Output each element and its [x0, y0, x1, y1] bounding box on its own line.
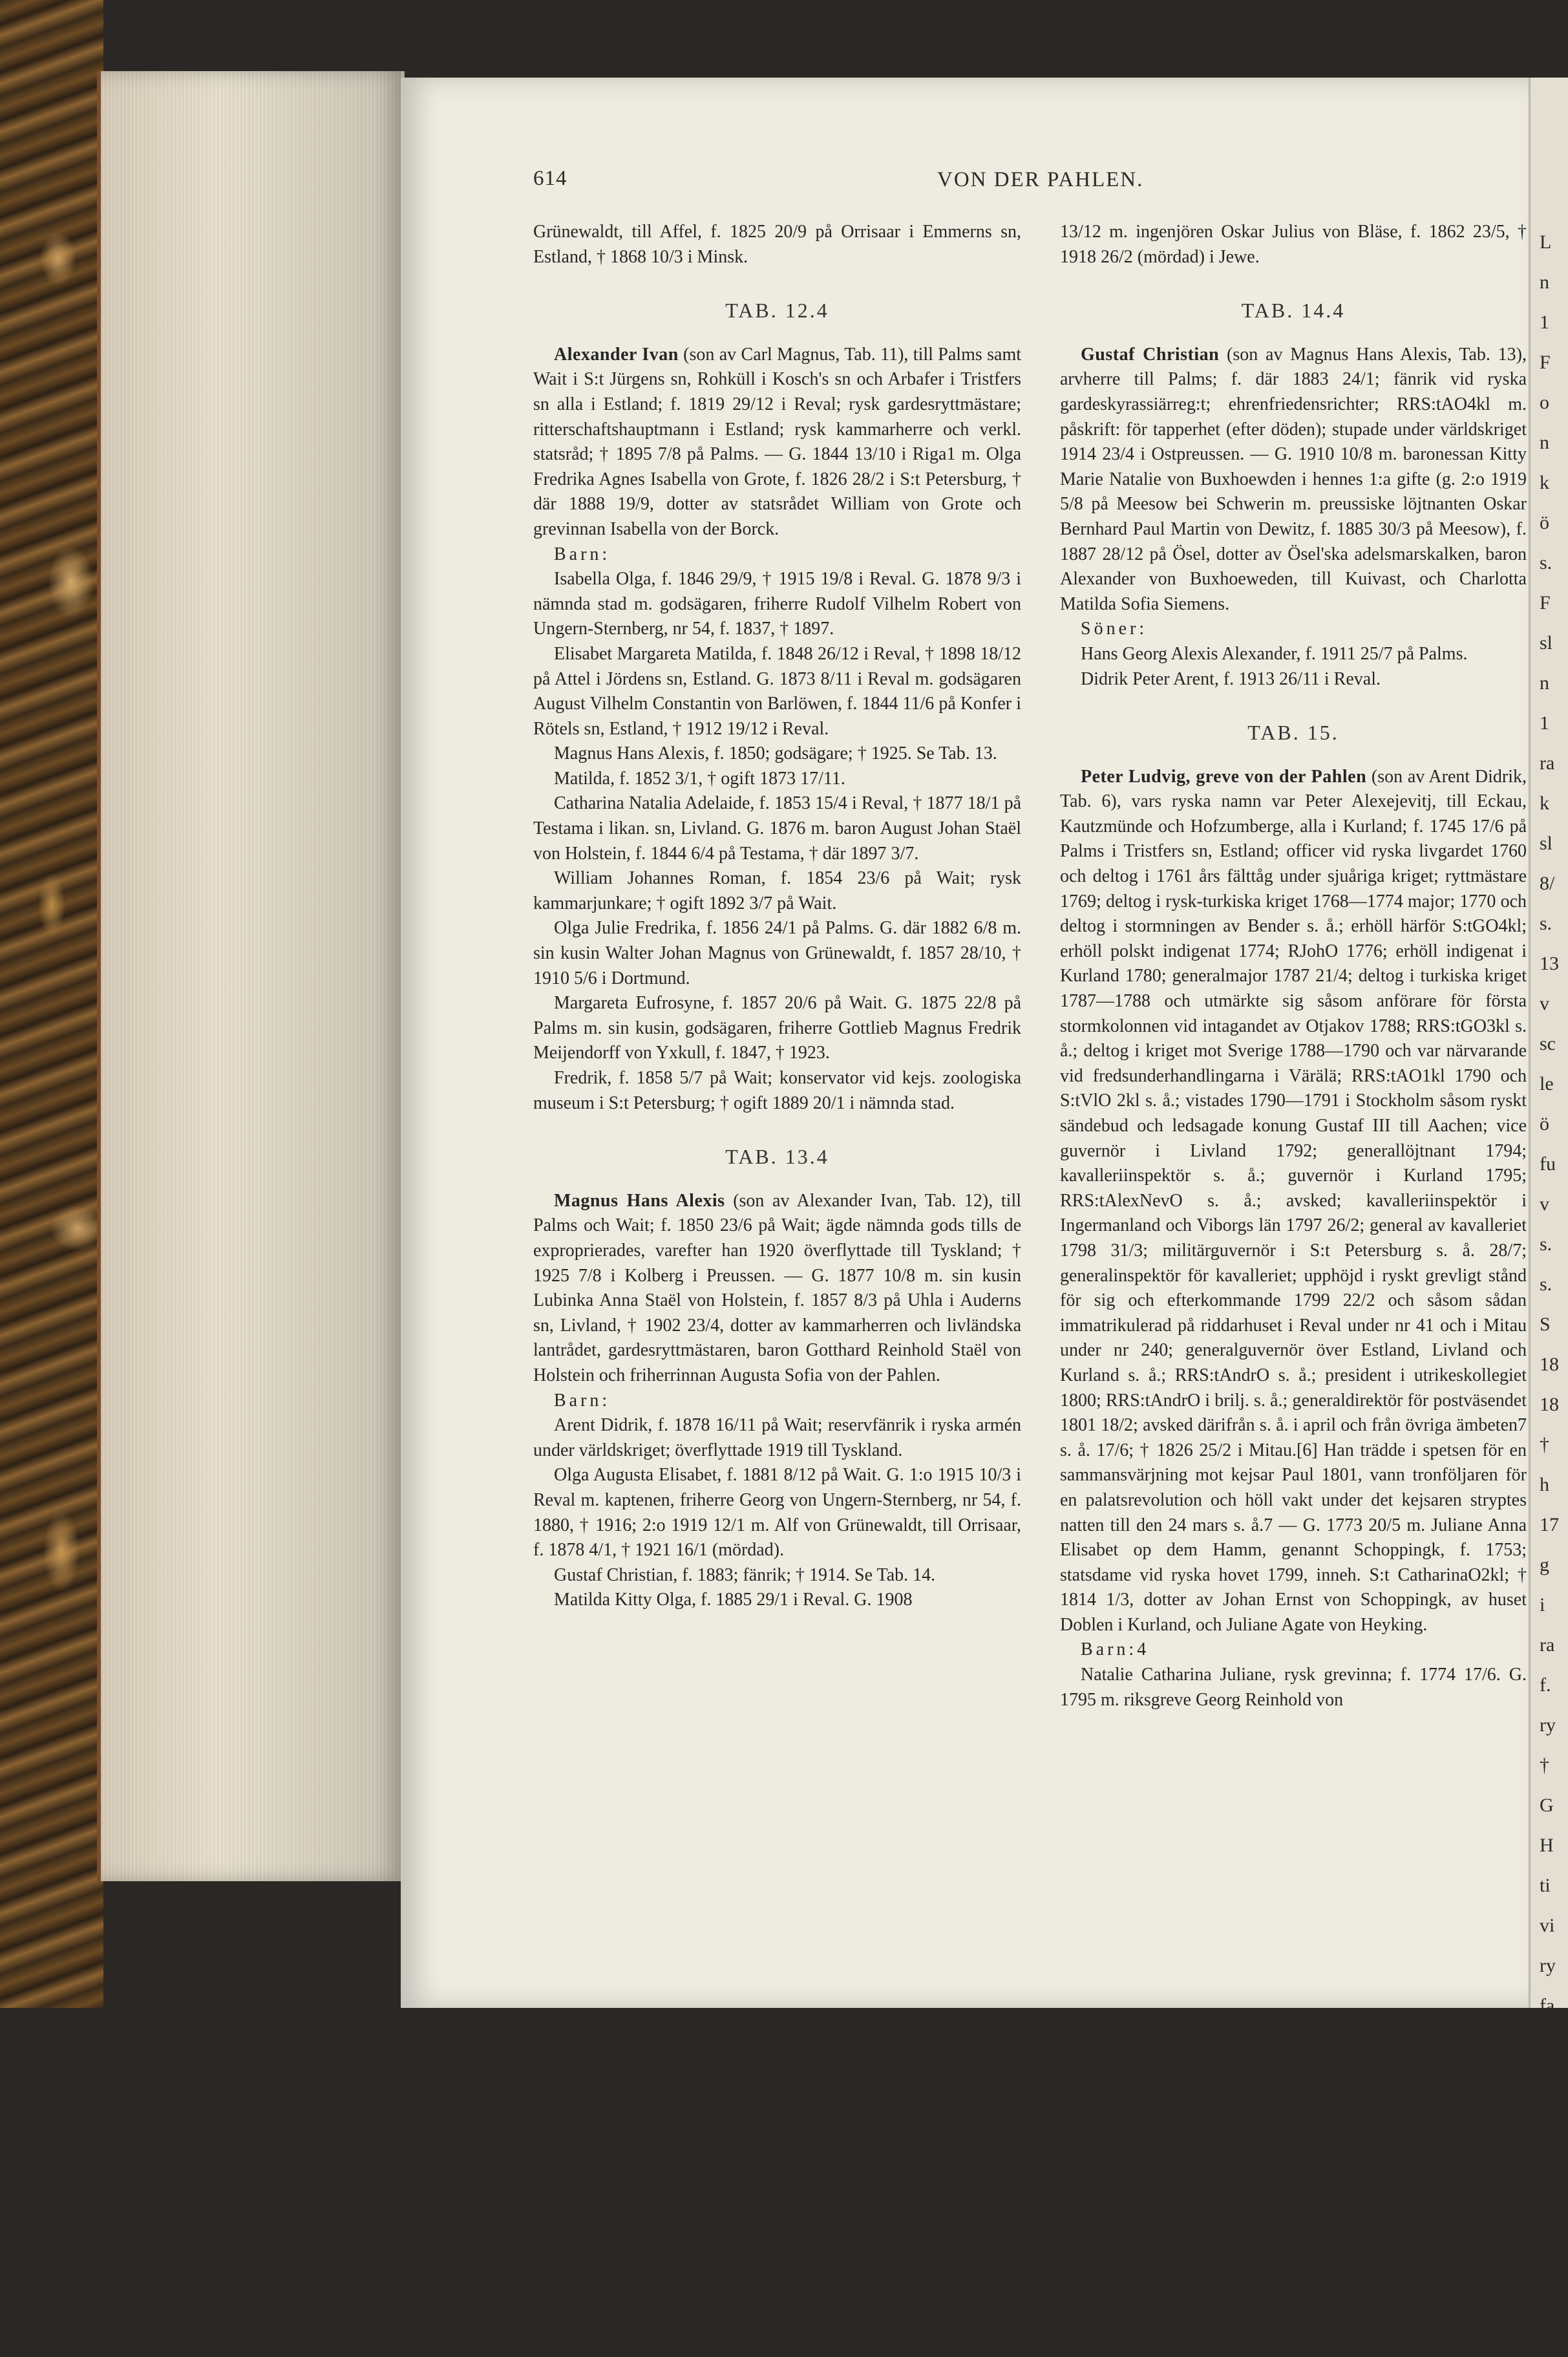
- next-page-fragment: i: [1540, 1594, 1545, 1616]
- paragraph: Margareta Eufrosyne, f. 1857 20/6 på Wait. G. 1875 22/8 på Palms m. sin kusin, godsägaren, friherre Gottlieb Magnus Fredrik Meijendorff von Yxkull, f. 1847, † 1923.: [533, 993, 1021, 1063]
- next-page-fragment: 13: [1540, 953, 1559, 974]
- next-page-fragment: n: [1540, 432, 1549, 453]
- next-page-fragment: ra: [1540, 752, 1555, 774]
- next-page-fragment: S: [1540, 1314, 1551, 1335]
- left-column: [533, 220, 1021, 1613]
- children-label: Söner:: [1081, 619, 1148, 639]
- next-page-fragment: †: [1540, 1754, 1549, 1776]
- table-heading: TAB. 13.4: [725, 1145, 829, 1169]
- next-page-fragment: d: [1540, 2035, 1549, 2056]
- next-page-fragment: v: [1540, 993, 1549, 1014]
- page-heading: VON DER PAHLEN.: [937, 168, 1144, 191]
- right-column: [1060, 220, 1527, 1712]
- next-page-fragment: O: [1540, 2276, 1554, 2297]
- next-page-fragment: k: [1540, 793, 1549, 814]
- next-page-fragment: 17: [1540, 1514, 1559, 1535]
- next-page-fragment: ra: [1540, 1634, 1555, 1656]
- entry-name: Alexander Ivan: [554, 344, 679, 365]
- next-page-fragment: 8/: [1540, 873, 1555, 894]
- entry-text: (son av Alexander Ivan, Tab. 12), till Palms och Wait; f. 1850 23/6 på Wait; ägde nämnda gods tills de exproprierades, varefter han 1920 överflyttade till Tyskland; † 1925 7/8 i Kolberg i Preussen. — G. 1877 10/8 m. sin kusin Lubinka Anna Staël von Holstein, f. 1857 8/3 på Uhla i Auderns sn, Livland, † 1902 23/4, dotter av kammarherren och livländska lantrådet, gardesryttmästaren, baron Gotthard Reinhold Staël von Holstein och friherrinnan Augusta Sofia von der Pahlen.: [533, 1190, 1021, 1385]
- next-page-fragment: g: [1540, 2155, 1549, 2177]
- next-page-fragment: G: [1540, 1795, 1554, 1816]
- paragraph: Isabella Olga, f. 1846 29/9, † 1915 19/8 i Reval. G. 1878 9/3 i nämnda stad m. godsägaren, friherre Rudolf Vilhelm Robert von Ungern-Sternberg, nr 54, f. 1837, † 1897.: [533, 569, 1021, 639]
- next-page-fragment: M: [1540, 2075, 1557, 2096]
- running-header: [533, 167, 1522, 199]
- paragraph: Magnus Hans Alexis, f. 1850; godsägare; † 1925. Se Tab. 13.: [554, 743, 997, 764]
- next-page-fragment: ti: [1540, 1875, 1551, 1896]
- book-cover-marbled: [0, 0, 103, 2008]
- paragraph: Hans Georg Alexis Alexander, f. 1911 25/7 på Palms.: [1081, 643, 1468, 664]
- paragraph: Didrik Peter Arent, f. 1913 26/11 i Reval.: [1081, 668, 1381, 689]
- next-page-fragment: ö: [1540, 1113, 1549, 1135]
- table-heading: TAB. 15.: [1247, 721, 1339, 745]
- entry-text: (son av Arent Didrik, Tab. 6), vars ryska namn var Peter Alexejevitj, till Eckau, Kautzmünde och Hofzumberge, alla i Kurland; f. 1745 17/6 på Palms i Tristfers sn, Estland; officer vid ryska livgardet 1760 och deltog i 1761 års fälttåg under sjuåriga kriget; ryttmästare 1769; deltog i rysk-turkiska kriget 1768—1774 major; 1770 och deltog i stormningen av Bender s. å.; erhöll härför S:tGO4kl; erhöll polskt indigenat 1774; RJohO 1776; erhöll indigenat i Kurland 1780; generalmajor 1787 21/4; deltog i turkiska kriget 1787—1788 och utmärkte sig såsom anförare för första stormkolonnen vid intagandet av Otjakov 1788; RRS:tGO3kl s. å.; deltog i kriget mot Sverige 1788—1790 och var närvarande vid fredsunderhandlingarna i Värälä; RRS:tAO1kl 1790 och S:tVlO 2kl s. å.; vistades 1790—1791 i Stockholm såsom ryskt sändebud och ledsagade konung Gustaf III till Aachen; vice guvernör i Livland 1792; generallöjtnant 1794; kavalleriinspektör s. å.; guvernör i Kurland 1795; RRS:tAlexNevO s. å.; avsked; kavalleriinspektör i Ingermanland och Viborgs län 1797 26/2; general av kavalleriet 1798 31/3; militärguvernör i S:t Petersburg s. å. 28/7; generalinspektör för kavalleriet; upphöjd i ryskt grevligt stånd för sig och efterkommande 1799 22/2 och såsom sådan immatrikulerad på riddarhuset i Reval under nr 41 och i Mitau under nr 240; generalguvernör över Estland, Livland och Kurland s. å.; RRS:tAndrO s. å.; president i utrikeskollegiet 1800; RRS:tAndrO i brilj. s. å.; generaldirektör för postväsendet 1801 18/2; avsked därifrån s. å. i april och från övriga ämbeten7 s. å. 17/6; † 1826 25/2 i Mitau.[6] Han trädde i spetsen för en sammansvärjning mot kejsar Paul 1801, vann tronföljaren för en palatsrevolution och höll vakt under det kejsaren stryptes natten till den 24 mars s. å.7 — G. 1773 20/5 m. Juliane Anna Elisabet op dem Hamm, genannt Schoppingk, f. 1753; statsdame vid ryska hovet 1799, inneh. S:t CatharinaO2kl; † 1814 1/3, dotter av Johan Ernst von Schoppingk, av huset Doblen i Kurland, och Juliane Agate von Heyking.: [1060, 766, 1527, 1635]
- entry-name: Magnus Hans Alexis: [554, 1190, 725, 1211]
- table-heading: TAB. 12.4: [725, 299, 829, 323]
- next-page-fragment: k: [1540, 472, 1549, 493]
- next-page-fragment: L: [1540, 231, 1552, 253]
- next-page-fragment: 1: [1540, 712, 1549, 734]
- paragraph: Grünewaldt, till Affel, f. 1825 20/9 på Orrisaar i Emmerns sn, Estland, † 1868 10/3 i Minsk.: [533, 222, 1021, 267]
- children-label: Barn:: [554, 1390, 611, 1411]
- next-page-fragment: s.: [1540, 1274, 1552, 1295]
- entry-name: Peter Ludvig, greve von der Pahlen: [1081, 766, 1367, 787]
- next-page-fragment: fu: [1540, 1153, 1556, 1175]
- next-page-fragment: a: [1540, 2195, 1549, 2217]
- page-number: 614: [533, 167, 567, 190]
- next-page-fragment: ö: [1540, 512, 1549, 533]
- next-page-fragment: 18: [1540, 1354, 1559, 1375]
- next-page-fragment: n: [1540, 272, 1549, 293]
- next-page-fragment: H: [1540, 1835, 1554, 1856]
- paragraph: Elisabet Margareta Matilda, f. 1848 26/12 i Reval, † 1898 18/12 på Attel i Jördens sn, Estland. G. 1873 8/11 i Reval m. godsägaren August Vilhelm Constantin von Barlöwen, f. 1844 11/6 på Konfer i Rötels sn, Estland, † 1912 19/12 i Reval.: [533, 643, 1021, 739]
- next-page-fragment: h: [1540, 1474, 1549, 1495]
- next-page-fragment: 1: [1540, 312, 1549, 333]
- next-page-fragment: F: [1540, 592, 1551, 613]
- next-page-fragment: n: [1540, 672, 1549, 694]
- entry-text: (son av Carl Magnus, Tab. 11), till Palms samt Wait i S:t Jürgens sn, Rohküll i Kosch's sn och Arbafer i Tristfers sn alla i Estland; f. 1819 29/12 i Reval; rysk gardesryttmästare; ritterschaftshauptmann i Estland; rysk kammarherre och verkl. statsråd; † 1895 7/8 på Palms. — G. 1844 13/10 i Riga1 m. Olga Fredrika Agnes Isabella von Grote, f. 1826 28/2 i S:t Petersburg, † där 1888 19/9, dotter av statsrådet William von Grote och grevinnan Isabella von der Borck.: [533, 344, 1021, 539]
- paragraph: William Johannes Roman, f. 1854 23/6 på Wait; rysk kammarjunkare; † ogift 1892 3/7 på Wait.: [533, 868, 1021, 913]
- entry-text: (son av Magnus Hans Alexis, Tab. 13), arvherre till Palms; f. där 1883 24/1; fänrik vid ryska gardeskyrassiärreg:t; ehrenfriedensrichter; RRS:tAO4kl m. påskrift: för tapperhet (efter döden); stupade under världskriget 1914 23/4 i Ostpreussen. — G. 1910 10/8 m. baronessan Kitty Marie Natalie von Buxhoewden i hennes 1:a gifte (g. 2:o 1919 5/8 på Meesow bei Schwerin m. preussiske löjtnanten Oskar Bernhard Paul Martin von Dewitz, f. 1885 30/3 på Meesow), f. 1887 28/12 på Ösel, dotter av Ösel'ska adelsmarskalken, baron Alexander von Buxhoeweden, till Kuivast, och Charlotta Matilda Sofia Siemens.: [1060, 344, 1527, 614]
- children-label: Barn:: [554, 544, 611, 564]
- children-label: Barn:4: [1081, 1639, 1150, 1660]
- next-page-edge: [1529, 78, 1568, 2337]
- next-page-fragment: sc: [1540, 1033, 1556, 1054]
- next-page-fragment: b: [1540, 2115, 1549, 2137]
- paragraph: Gustaf Christian, f. 1883; fänrik; † 1914. Se Tab. 14.: [554, 1564, 936, 1585]
- next-page-fragment: m: [1540, 2316, 1555, 2337]
- paragraph: 13/12 m. ingenjören Oskar Julius von Bläse, f. 1862 23/5, † 1918 26/2 (mördad) i Jewe.: [1060, 222, 1527, 267]
- genealogy-entry: [533, 343, 1021, 542]
- next-page-fragment: le: [1540, 1073, 1554, 1094]
- next-page-fragment: v: [1540, 1193, 1549, 1215]
- genealogy-entry: [1060, 343, 1527, 617]
- next-page-fragment: o: [1540, 392, 1549, 413]
- next-page-fragment: s.: [1540, 1233, 1552, 1255]
- paragraph: Matilda, f. 1852 3/1, † ogift 1873 17/11.: [554, 768, 845, 789]
- paragraph: Natalie Catharina Juliane, rysk grevinna; f. 1774 17/6. G. 1795 m. riksgreve Georg Reinhold von: [1060, 1665, 1527, 1710]
- table-heading: TAB. 14.4: [1241, 299, 1346, 323]
- next-page-fragment: ry: [1540, 1955, 1556, 1976]
- next-page-fragment: s.: [1540, 913, 1552, 934]
- next-page-fragment: fa: [1540, 1995, 1555, 2016]
- entry-name: Gustaf Christian: [1081, 344, 1220, 365]
- next-page-fragment: †: [1540, 1434, 1549, 1455]
- genealogy-entry: [1060, 765, 1527, 1638]
- paragraph: Catharina Natalia Adelaide, f. 1853 15/4 i Reval, † 1877 18/1 på Testama i likan. sn, Livland. G. 1876 m. baron August Johan Staël von Holstein, f. 1844 6/4 på Testama, † där 1897 3/7.: [533, 793, 1021, 864]
- next-page-fragment: g: [1540, 1554, 1549, 1575]
- next-page-fragment: F: [1540, 352, 1551, 373]
- paragraph: Arent Didrik, f. 1878 16/11 på Wait; reservfänrik i ryska armén under världskriget; överflyttade 1919 till Tyskland.: [533, 1415, 1021, 1460]
- next-page-fragment: sl: [1540, 632, 1553, 654]
- next-page-fragment: ry: [1540, 1714, 1556, 1736]
- paragraph: Olga Julie Fredrika, f. 1856 24/1 på Palms. G. där 1882 6/8 m. sin kusin Walter Johan Magnus von Grünewaldt, f. 1857 28/10, † 1910 5/6 i Dortmund.: [533, 918, 1021, 988]
- next-page-fragment: f.: [1540, 1674, 1551, 1696]
- next-page-fragment: C: [1540, 2235, 1553, 2257]
- next-page-fragment: vi: [1540, 1915, 1555, 1936]
- paragraph: Olga Augusta Elisabet, f. 1881 8/12 på Wait. G. 1:o 1915 10/3 i Reval m. kaptenen, friherre Georg von Ungern-Sternberg, nr 54, f. 1880, † 1916; 2:o 1919 12/1 m. Alf von Grünewaldt, till Orrisaar, f. 1878 4/1, † 1921 16/1 (mördad).: [533, 1465, 1021, 1561]
- genealogy-entry: [533, 1189, 1021, 1389]
- next-page-fragment: sl: [1540, 833, 1553, 854]
- next-page-fragment: s.: [1540, 552, 1552, 573]
- paragraph: Matilda Kitty Olga, f. 1885 29/1 i Reval. G. 1908: [554, 1590, 913, 1610]
- next-page-fragment: 18: [1540, 1394, 1559, 1415]
- paragraph: Fredrik, f. 1858 5/7 på Wait; konservator vid kejs. zoologiska museum i S:t Petersburg; † ogift 1889 20/1 i nämnda stad.: [533, 1068, 1021, 1113]
- page-stack-shade: [97, 71, 401, 1881]
